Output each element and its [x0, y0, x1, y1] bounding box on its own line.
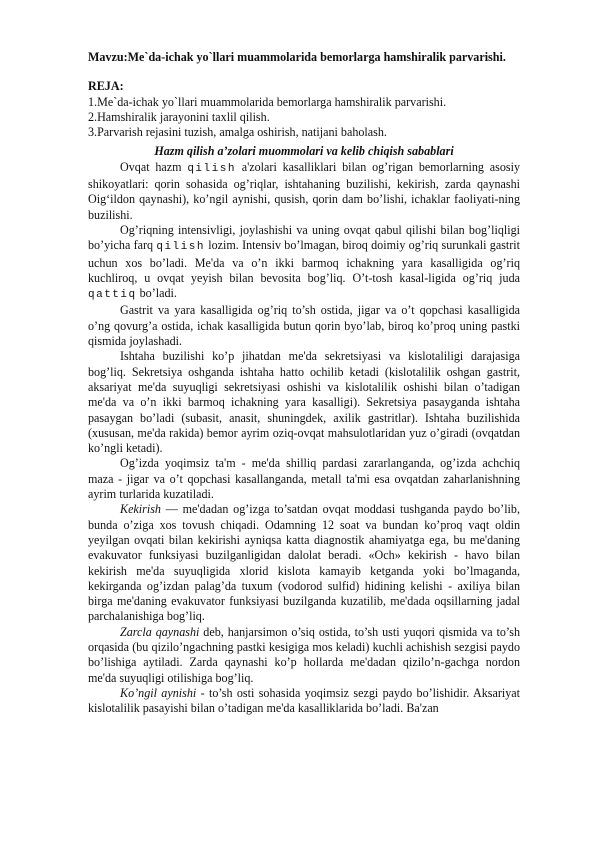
paragraph-1-spaced-word: qilish [187, 162, 236, 175]
paragraph-6-text: — me'dadan og’izga to’satdan ovqat moddasi tushganda paydo bo’lib, bunda o’ziga xos tovush chiqadi. Odamning 12 soat va bundan ko’proq vaqt oldin yeyilgan ovqati bilan kekirishi ayniqsa katta diagnostik ahamiyatga ega, bu me'daning evakuvator funksiyasi buzilganligidan dalolat beradi. «Och» kekirish - havo bilan kekirish me'da suyuqligida xlorid kislota kamayib ketganda yoki bo’lmaganda, kekirganda og’izdan palag’da tuxum (vodorod sulfid) hidining kelishi - axiliya bilan birga me'daning evakuvator funksiyasi buzilganda kuzatilib, me'dada oqsillarning jadal parchalanishiga bog’liq. [88, 502, 520, 624]
plan-item-2: 2.Hamshiralik jarayonini taxlil qilish. [88, 109, 270, 124]
term-kongil-aynishi: Ko’ngil aynishi [120, 685, 197, 700]
paragraph-2-text-c: lozim. Intensiv bo’lmagan, biroq doimiy og’riq surunkali gastrit uchun xos bo’ladi. Me'da va o’n ikki barmoq ichakning yara kasalligida og’riq kuchliroq, u ovqat yeyish bilan bevosita bog’liq. O’t-tosh kasal-ligida og’riq juda [88, 238, 521, 285]
paragraph-8-text: - to’sh osti sohasida yoqimsiz sezgi paydo bo’lishidir. Aksariyat kislotalilik pasayishi bilan o’tadigan me'da kasalliklarida bo’ladi. Ba'zan [88, 685, 520, 716]
plan-title: REJA: [88, 79, 124, 94]
paragraph-1 [88, 160, 520, 223]
term-kekirish: Kekirish [120, 502, 161, 517]
paragraph-8 [88, 686, 520, 717]
paragraph-7-text: deb, hanjarsimon o’siq ostida, to’sh usti yuqori qismida va to’sh orqasida (bu qizilo’ngachning pastki kesigiga mos keladi) kuchli achishish sezgisi paydo bo’lishiga aytiladi. Zarda qaynashi ko’p hollarda me'dadan qizilo’n-gachga nordon me'da suyuqligi otilishiga bog’liq. [88, 624, 521, 685]
document-page [88, 50, 520, 716]
paragraph-2-text-e: bo’ladi. [136, 286, 177, 301]
paragraph-2-spaced-word: qilish [156, 241, 205, 254]
paragraph-1-text-c: a'zolari kasalliklari bilan og’rigan bemorlarning asosiy shikoyatlari: qorin sohasida og’riqlar, ishtahaning buzilishi, kekirish, zarda qaynashi Oig‘ildon qaynashi), ko’ngil aynishi, qusish, qorin dam bo’lishi, ichaklar faoliyati-ning buzilishi. [88, 159, 520, 222]
paragraph-5: Og’izda yoqimsiz ta'm - me'da shilliq pardasi zararlanganda, og’izda achchiq maza - jigar va o’t qopchasi kasallanganda, metall ta'mi esa ovqatdan zaharlanishning ayrim turlarida kuzatiladi. [88, 456, 520, 502]
plan-item-1: 1.Me`da-ichak yo`llari muammolarida bemorlarga hamshiralik parvarishi. [88, 94, 447, 109]
plan-item-3: 3.Parvarish rejasini tuzish, amalga oshirish, natijani baholash. [88, 125, 387, 140]
paragraph-3: Gastrit va yara kasalligida og’riq to’sh ostida, jigar va o’t qopchasi kasalligida o’ng qovurg’a ostida, ichak kasalligida butun qorin byo’lab, biroq ko’proq uning pastki qismida joylashadi. [88, 303, 520, 349]
paragraph-7 [88, 625, 520, 686]
paragraph-2-text-a: Og’riqning intensivligi, joylashishi va uning ovqat qabul qilishi bilan bog’liqligi bo’yicha farq [88, 222, 520, 253]
paragraph-2 [88, 223, 520, 303]
paragraph-2-spaced-word-2: qattiq [88, 289, 137, 302]
topic-title: Mavzu:Me`da-ichak yo`llari muammolarida bemorlarga hamshiralik parvarishi. [88, 50, 506, 64]
section-heading: Hazm qilish a’zolari muommolari va kelib chiqish sabablari [154, 144, 454, 159]
term-zarda-qaynashi: Zarcla qaynashi [120, 624, 200, 639]
paragraph-1-text-a: Ovqat hazm [120, 159, 188, 174]
spacer [88, 65, 520, 79]
paragraph-6 [88, 502, 520, 624]
paragraph-4: Ishtaha buzilishi ko’p jihatdan me'da sekretsiyasi va kislotaliligi darajasiga bog’liq. Sekretsiya oshganda ishtaha hatto ochilib ketadi (kislotalilik oshgan gastrit, aksariyat me'da suyuqligi sekretsiyasi oshishi va kislotalilik oshishi bilan o’tadigan me'da va o’n ikki barmoq ichakning yara kasalligi). Sekretsiya pasayganda ishtaha pasaygan bo’ladi (subasit, anasit, shuningdek, axilik gastritlar). Ishtaha buzilishida (xususan, me'da rakida) bemor ayrim oziq-ovqat mahsulotlaridan yuz o’giradi (ovqatdan ko’ngli ketadi). [88, 349, 520, 456]
